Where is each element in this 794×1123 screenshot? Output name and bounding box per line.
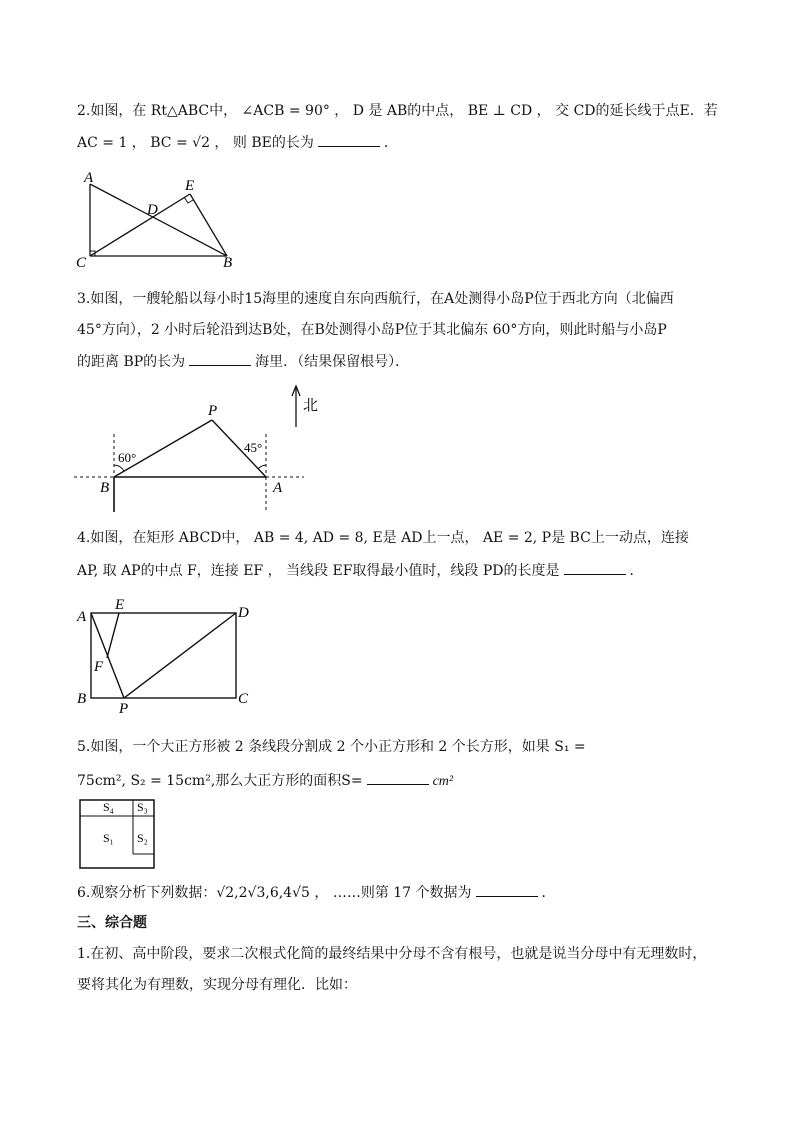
q3-label-a: A [273,480,283,496]
q5-answer-blank[interactable] [367,770,429,785]
q4-label-p: P [119,701,129,717]
q4-label-b: B [77,691,87,707]
q3-text-line2: 45°方向），2 小时后轮沿到达B处，在B处测得小岛P位于其北偏东 60°方向，则此时船与小岛P [77,322,667,338]
q3-text-line3 [77,351,409,372]
q4-text-line2 [77,560,644,581]
q2-text-line1: 2.如图，在 Rt△ABC中， ∠ACB = 90° ， D 是 AB的中点， BE ⊥ CD ， 交 CD的延长线于点E．若 [77,103,718,119]
q4-label-c: C [238,691,249,707]
q3-label-b: B [100,480,110,496]
q4-text-line2-pre: AP, 取 AP的中点 F，连接 EF ， 当线段 EF取得最小值时，线段 PD的长度是 [77,563,560,579]
q4-text-line1: 4.如图，在矩形 ABCD中， AB = 4, AD = 8, E是 AD上一点， AE = 2, P是 BC上一动点，连接 [77,530,689,546]
q5-label-s4: S₄ [103,800,114,814]
q5-text-line1: 5.如图，一个大正方形被 2 条线段分割成 2 个小正方形和 2 个长方形，如果 S₁ = [77,739,586,755]
section3-q1-line1: 1.在初、高中阶段，要求二次根式化简的最终结果中分母不含有根号，也就是说当分母中有无理数时， [77,946,707,962]
q4-label-a: A [77,609,87,625]
q2-label-a: A [84,170,94,186]
section3-q1-line2: 要将其化为有理数，实现分母有理化．比如： [77,977,357,993]
q2-text-line2-post: ． [383,135,398,151]
q3-figure [72,382,332,517]
q4-label-d: D [238,605,249,621]
q4-label-f: F [94,659,104,675]
q2-text-line2-pre: AC = 1 ， BC = √2 ， 则 BE的长为 [77,135,314,151]
q2-answer-blank[interactable] [318,132,380,147]
q6-answer-blank[interactable] [476,882,538,897]
q5-unit: cm² [432,774,454,789]
q6-text-post: ． [541,885,556,901]
q2-label-c: C [76,255,87,270]
q2-label-e: E [185,178,195,194]
q5-text-line2-pre: 75cm², S₂ = 15cm²,那么大正方形的面积S= [77,773,363,789]
q3-text-line3-post: 海里．（结果保留根号）． [255,354,410,370]
q4-figure [72,595,262,720]
q6-text-pre: 6.观察分析下列数据：√2,2√3,6,4√5 ， ……则第 17 个数据为 [77,885,472,901]
q5-label-s3: S₃ [137,800,148,814]
q6-text [77,882,556,903]
q5-label-s1: S₁ [103,831,114,845]
q3-text-line3-pre: 的距离 BP的长为 [77,354,186,370]
q4-label-e: E [115,597,125,613]
q4-text-line2-post: ． [629,563,644,579]
section3-title: 三、综合题 [77,915,147,931]
q2-figure [72,170,252,270]
q3-answer-blank[interactable] [189,351,251,366]
q2-label-b: B [223,255,233,270]
q5-text-line2 [77,770,453,792]
q4-answer-blank[interactable] [564,560,626,575]
q5-figure [78,798,160,870]
q3-label-p: P [208,403,218,419]
q3-label-angle-45: 45° [244,440,263,455]
q3-label-angle-60: 60° [118,450,137,465]
q2-label-d: D [147,202,158,218]
q3-label-north: 北 [303,396,319,414]
q5-label-s2: S₂ [137,831,148,845]
q3-text-line1: 3.如图，一艘轮船以每小时15海里的速度自东向西航行，在A处测得小岛P位于西北方向（北偏西 [77,291,674,307]
q2-text-line2 [77,132,398,153]
